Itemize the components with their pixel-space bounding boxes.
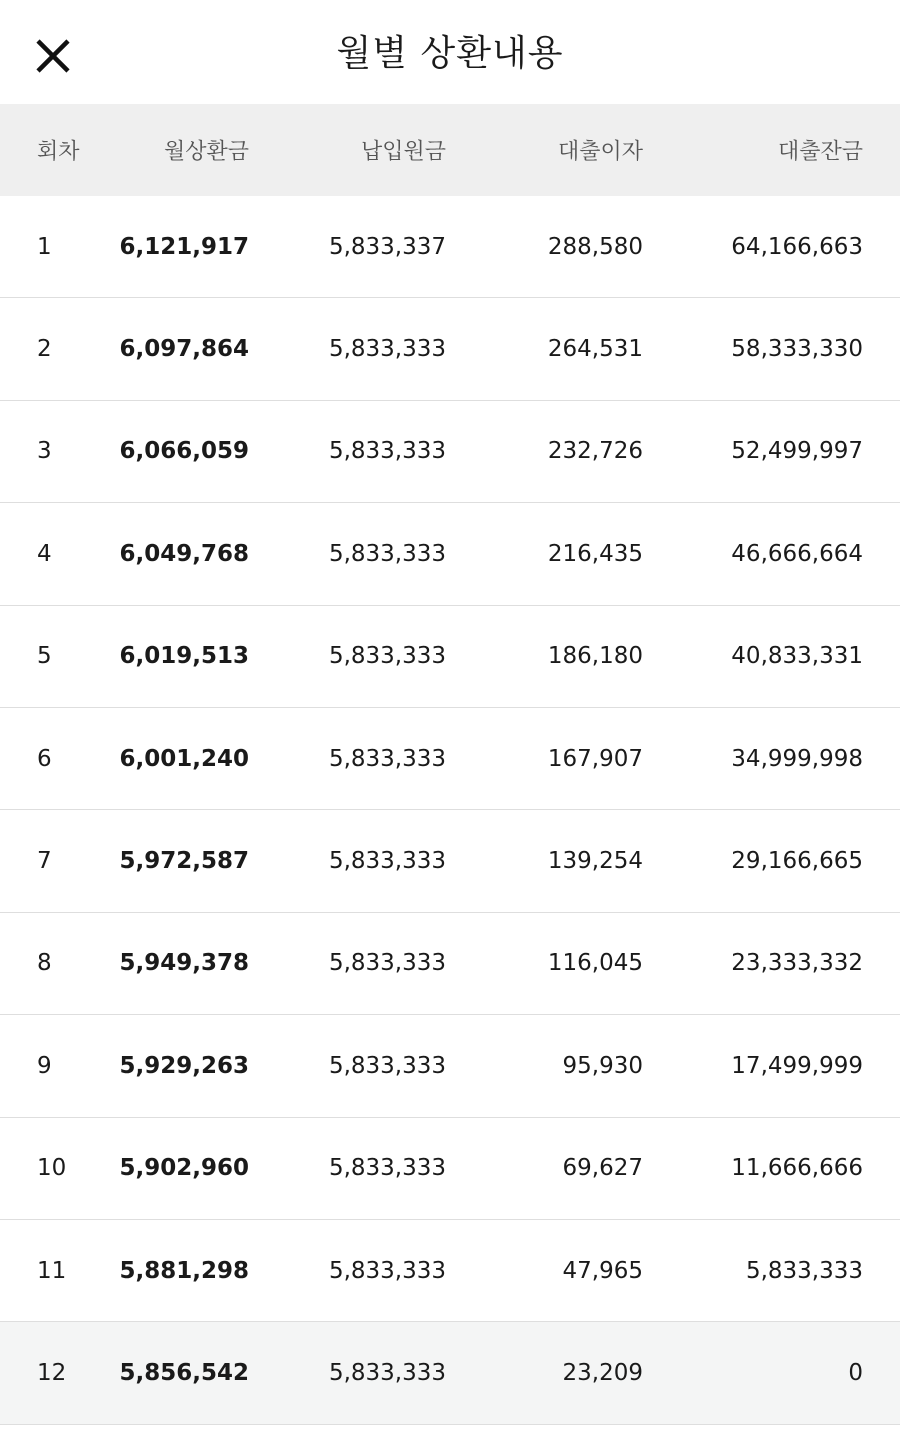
repayment-table — [0, 104, 900, 1425]
monthly-payment: 5,856,542 — [119, 1359, 249, 1386]
column-header-monthly-payment: 월상환금 — [163, 139, 249, 165]
monthly-payment: 5,881,298 — [119, 1257, 249, 1284]
column-header-interest: 대출이자 — [557, 139, 643, 165]
loan-balance: 29,166,665 — [731, 848, 863, 875]
loan-interest: 116,045 — [547, 950, 643, 977]
table-row — [0, 196, 900, 298]
loan-balance: 46,666,664 — [731, 540, 863, 567]
loan-balance: 40,833,331 — [731, 643, 863, 670]
table-row — [0, 1015, 900, 1117]
monthly-payment: 5,902,960 — [119, 1155, 249, 1182]
table-row — [0, 606, 900, 708]
principal-paid: 5,833,333 — [328, 848, 446, 875]
principal-paid: 5,833,333 — [328, 540, 446, 567]
table-row — [0, 810, 900, 912]
monthly-payment: 6,066,059 — [119, 438, 249, 465]
monthly-payment: 5,929,263 — [119, 1052, 249, 1079]
monthly-payment: 6,019,513 — [119, 643, 249, 670]
loan-interest: 69,627 — [562, 1155, 643, 1182]
loan-balance: 17,499,999 — [731, 1052, 863, 1079]
table-row — [0, 708, 900, 810]
round-number: 2 — [37, 336, 52, 363]
table-row — [0, 1220, 900, 1322]
principal-paid: 5,833,333 — [328, 745, 446, 772]
loan-balance: 64,166,663 — [731, 233, 863, 260]
table-row — [0, 913, 900, 1015]
column-header-round: 회차 — [37, 139, 80, 165]
loan-balance: 0 — [848, 1359, 863, 1386]
column-header-balance: 대출잔금 — [777, 139, 863, 165]
principal-paid: 5,833,333 — [328, 1359, 446, 1386]
table-row — [0, 503, 900, 605]
table-row — [0, 1118, 900, 1220]
monthly-payment: 6,001,240 — [119, 745, 249, 772]
loan-balance: 34,999,998 — [731, 745, 863, 772]
table-row — [0, 1322, 900, 1424]
round-number: 12 — [37, 1359, 67, 1386]
principal-paid: 5,833,337 — [328, 233, 446, 260]
loan-interest: 23,209 — [562, 1359, 643, 1386]
loan-interest: 264,531 — [547, 336, 643, 363]
round-number: 5 — [37, 643, 52, 670]
principal-paid: 5,833,333 — [328, 1155, 446, 1182]
loan-balance: 11,666,666 — [731, 1155, 863, 1182]
monthly-payment: 6,121,917 — [119, 233, 249, 260]
table-header — [0, 104, 900, 196]
monthly-payment: 6,049,768 — [119, 540, 249, 567]
loan-balance: 58,333,330 — [731, 336, 863, 363]
table-row — [0, 298, 900, 400]
round-number: 6 — [37, 745, 52, 772]
principal-paid: 5,833,333 — [328, 643, 446, 670]
round-number: 11 — [37, 1257, 67, 1284]
monthly-payment: 5,949,378 — [119, 950, 249, 977]
loan-interest: 47,965 — [562, 1257, 643, 1284]
round-number: 3 — [37, 438, 52, 465]
monthly-payment: 6,097,864 — [119, 336, 249, 363]
round-number: 9 — [37, 1052, 52, 1079]
principal-paid: 5,833,333 — [328, 950, 446, 977]
top-bar — [0, 0, 900, 104]
loan-interest: 167,907 — [547, 745, 643, 772]
round-number: 4 — [37, 540, 52, 567]
loan-interest: 139,254 — [547, 848, 643, 875]
loan-interest: 232,726 — [547, 438, 643, 465]
loan-interest: 186,180 — [547, 643, 643, 670]
loan-balance: 52,499,997 — [731, 438, 863, 465]
page-title: 월별 상환내용 — [336, 33, 564, 74]
round-number: 10 — [37, 1155, 67, 1182]
loan-balance: 23,333,332 — [731, 950, 863, 977]
column-header-principal: 납입원금 — [360, 139, 446, 165]
principal-paid: 5,833,333 — [328, 438, 446, 465]
principal-paid: 5,833,333 — [328, 1257, 446, 1284]
round-number: 7 — [37, 848, 52, 875]
monthly-payment: 5,972,587 — [119, 848, 249, 875]
round-number: 1 — [37, 233, 52, 260]
round-number: 8 — [37, 950, 52, 977]
principal-paid: 5,833,333 — [328, 1052, 446, 1079]
loan-interest: 216,435 — [547, 540, 643, 567]
loan-interest: 95,930 — [562, 1052, 643, 1079]
table-row — [0, 401, 900, 503]
loan-balance: 5,833,333 — [745, 1257, 863, 1284]
loan-interest: 288,580 — [547, 233, 643, 260]
principal-paid: 5,833,333 — [328, 336, 446, 363]
